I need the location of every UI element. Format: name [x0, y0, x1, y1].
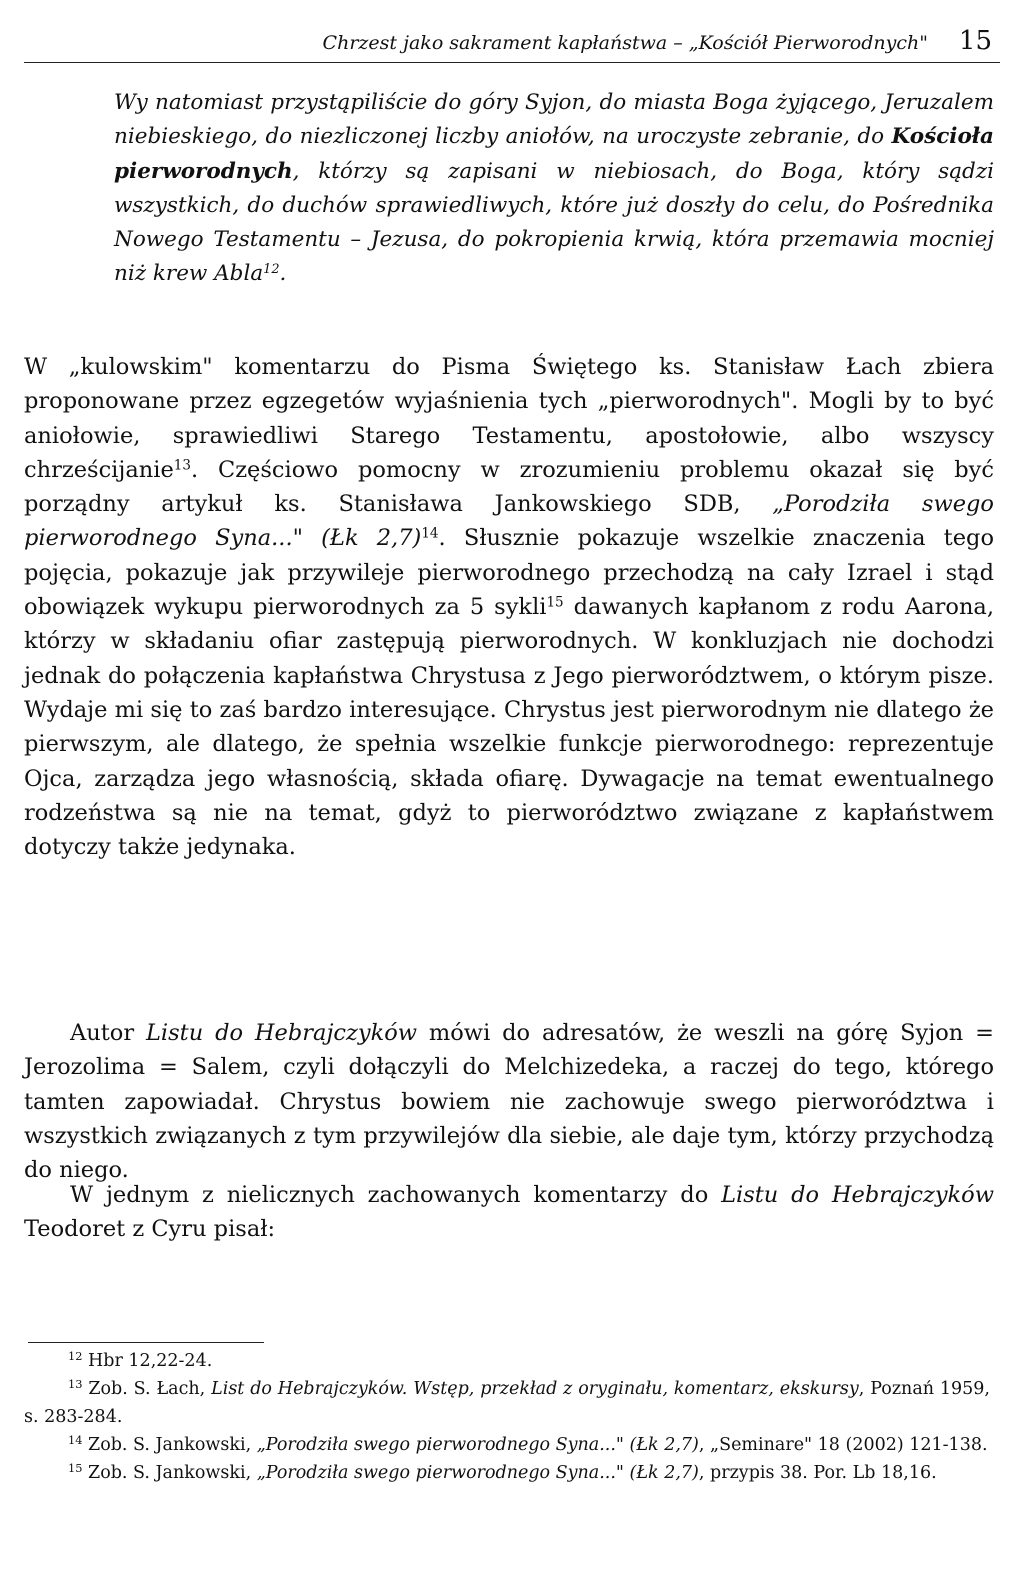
paragraph	[24, 350, 994, 864]
paragraph	[24, 1016, 994, 1187]
footnote-number: 13	[68, 1376, 83, 1391]
biblical-quote	[114, 86, 994, 292]
footnotes	[24, 1347, 990, 1487]
quote-text: Wy natomiast przystąpiliście do góry Syjon, do miasta Boga żyjącego, Jeruzalem niebieskiego, do niezliczonej liczby aniołów, na uroczyste zebranie, do	[114, 90, 994, 150]
paragraph-text: mówi do adresatów, że weszli na górę Syjon = Jerozolima = Salem, czyli dołączyli do Melchizedeka, a raczej do tego, którego tamten zapowiadał. Chrystus bowiem nie zachowuje swego pierworództwa i wszystkich związanych z tym przywilejów dla siebie, ale daje tym, którzy przychodzą do niego.	[24, 1020, 994, 1184]
footnote-ref: 12	[263, 262, 280, 278]
page-number: 15	[958, 26, 992, 56]
book-title: Listu do Hebrajczyków	[721, 1182, 994, 1208]
book-title: Listu do Hebrajczyków	[145, 1020, 418, 1046]
footnote-13	[24, 1375, 990, 1431]
footnote-text: , „Seminare" 18 (2002) 121-138.	[698, 1435, 988, 1455]
paragraph-text: . Słusznie pokazuje wszelkie znaczenia tego pojęcia, pokazuje jak przywileje pierworodnego przechodzą na cały Izrael i stąd obowiązek wykupu pierworodnych za 5 sykli	[24, 525, 994, 621]
footnote-number: 12	[68, 1348, 83, 1363]
footnote-ref: 15	[546, 594, 564, 611]
footnote-text: Zob. S. Łach,	[82, 1379, 212, 1399]
footnote-text: Zob. S. Jankowski,	[82, 1463, 257, 1483]
cited-title: „Porodziła swego pierworodnego Syna..." (Łk 2,7)	[256, 1435, 699, 1455]
paragraph-text: Teodoret z Cyru pisał:	[24, 1216, 276, 1243]
paragraph-text: W jednym z nielicznych zachowanych komentarzy do	[70, 1182, 722, 1208]
paragraph-text: Autor	[70, 1020, 146, 1046]
footnote-12	[24, 1347, 990, 1375]
paragraph-text: dawanych kapłanom z rodu Aarona, którzy w składaniu ofiar zastępują pierworodnych. W konkluzjach nie dochodzi jednak do połączenia kapłaństwa Chrystusa z Jego pierworództwem, o którym pisze. Wydaje mi się to zaś bardzo interesujące. Chrystus jest pierworodnym nie dlatego że pierwszym, ale dlatego, że spełnia wszelkie funkcje pierworodnego: reprezentuje Ojca, zarządza jego własnością, składa ofiarę. Dywagacje na temat ewentualnego rodzeństwa są nie na temat, gdyż to pierworództwo związane z kapłaństwem dotyczy także jedynaka.	[24, 594, 995, 861]
footnote-ref: 14	[421, 526, 439, 543]
footnote-15	[24, 1459, 990, 1487]
cited-title: List do Hebrajczyków. Wstęp, przekład z oryginału, komentarz, ekskursy	[211, 1379, 859, 1399]
quote-emphasis: Kościoła pierworodnych	[114, 124, 994, 184]
running-title: Chrzest jako sakrament kapłaństwa – „Kościół Pierworodnych"	[322, 32, 928, 54]
footnote-text: , Poznań 1959, s. 283-284.	[24, 1379, 990, 1427]
quote-text: , którzy są zapisani w niebiosach, do Boga, który sądzi wszystkich, do duchów sprawiedliwych, które już doszły do celu, do Pośrednika Nowego Testamentu – Jezusa, do pokropienia krwią, która przemawia mocniej niż krew Abla	[114, 158, 994, 287]
page-header	[24, 26, 1000, 63]
footnote-text: , przypis 38. Por. Lb 18,16.	[698, 1463, 937, 1483]
footnote-number: 14	[68, 1432, 83, 1447]
footnote-text: Hbr 12,22-24.	[82, 1351, 213, 1371]
paragraph-text: W „kulowskim" komentarzu do Pisma Świętego ks. Stanisław Łach zbiera proponowane przez egzegetów wyjaśnienia tych „pierworodnych". Mogli by to być aniołowie, sprawiedliwi Starego Testamentu, apostołowie, albo wszyscy chrześcijanie	[24, 354, 994, 483]
footnote-text: Zob. S. Jankowski,	[82, 1435, 257, 1455]
quote-text: .	[279, 261, 287, 287]
article-title: „Porodziła swego pierworodnego Syna..." (Łk 2,7)	[24, 491, 994, 552]
footnote-divider	[28, 1342, 264, 1343]
footnote-ref: 13	[173, 457, 191, 474]
paragraph	[24, 1178, 994, 1247]
footnote-number: 15	[68, 1460, 83, 1475]
cited-title: „Porodziła swego pierworodnego Syna..." (Łk 2,7)	[256, 1463, 699, 1483]
paragraph-text: . Częściowo pomocny w zrozumieniu problemu okazał się być porządny artykuł ks. Stanisława Jankowskiego SDB,	[24, 456, 994, 518]
footnote-14	[24, 1431, 990, 1459]
